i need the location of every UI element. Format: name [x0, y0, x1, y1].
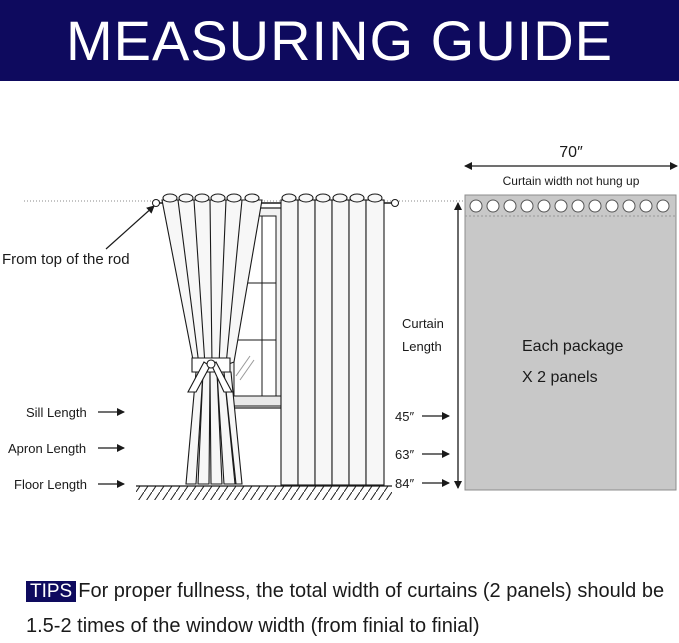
sill-length-label: Sill Length — [26, 405, 87, 420]
floor-length-label: Floor Length — [14, 477, 87, 492]
width-note-label: Curtain width not hung up — [502, 174, 640, 188]
measuring-diagram — [0, 81, 679, 561]
curtain-length-label-line1: Curtain — [402, 316, 444, 331]
page-title: MEASURING GUIDE — [65, 8, 614, 72]
width-value-label: 70″ — [559, 144, 583, 161]
length-45-label: 45″ — [395, 409, 415, 424]
rod-top-arrow — [106, 206, 154, 249]
curtain-length-label-line2: Length — [402, 339, 442, 354]
header-banner — [0, 0, 679, 81]
apron-length-label: Apron Length — [8, 441, 87, 456]
package-text-line1: Each package — [522, 338, 624, 355]
tips-text: For proper fullness, the total width of curtains (2 panels) should be 1.5-2 times of the window width (from finial to finial) — [26, 580, 665, 637]
floor — [136, 486, 392, 500]
right-curtain-panel — [281, 194, 384, 485]
rod-top-label: From top of the rod — [2, 251, 130, 268]
length-84-label: 84″ — [395, 476, 415, 491]
tips-section — [26, 574, 666, 643]
length-63-label: 63″ — [395, 447, 415, 462]
package-text-line2: X 2 panels — [522, 369, 598, 386]
tips-badge: TIPS — [26, 581, 76, 602]
